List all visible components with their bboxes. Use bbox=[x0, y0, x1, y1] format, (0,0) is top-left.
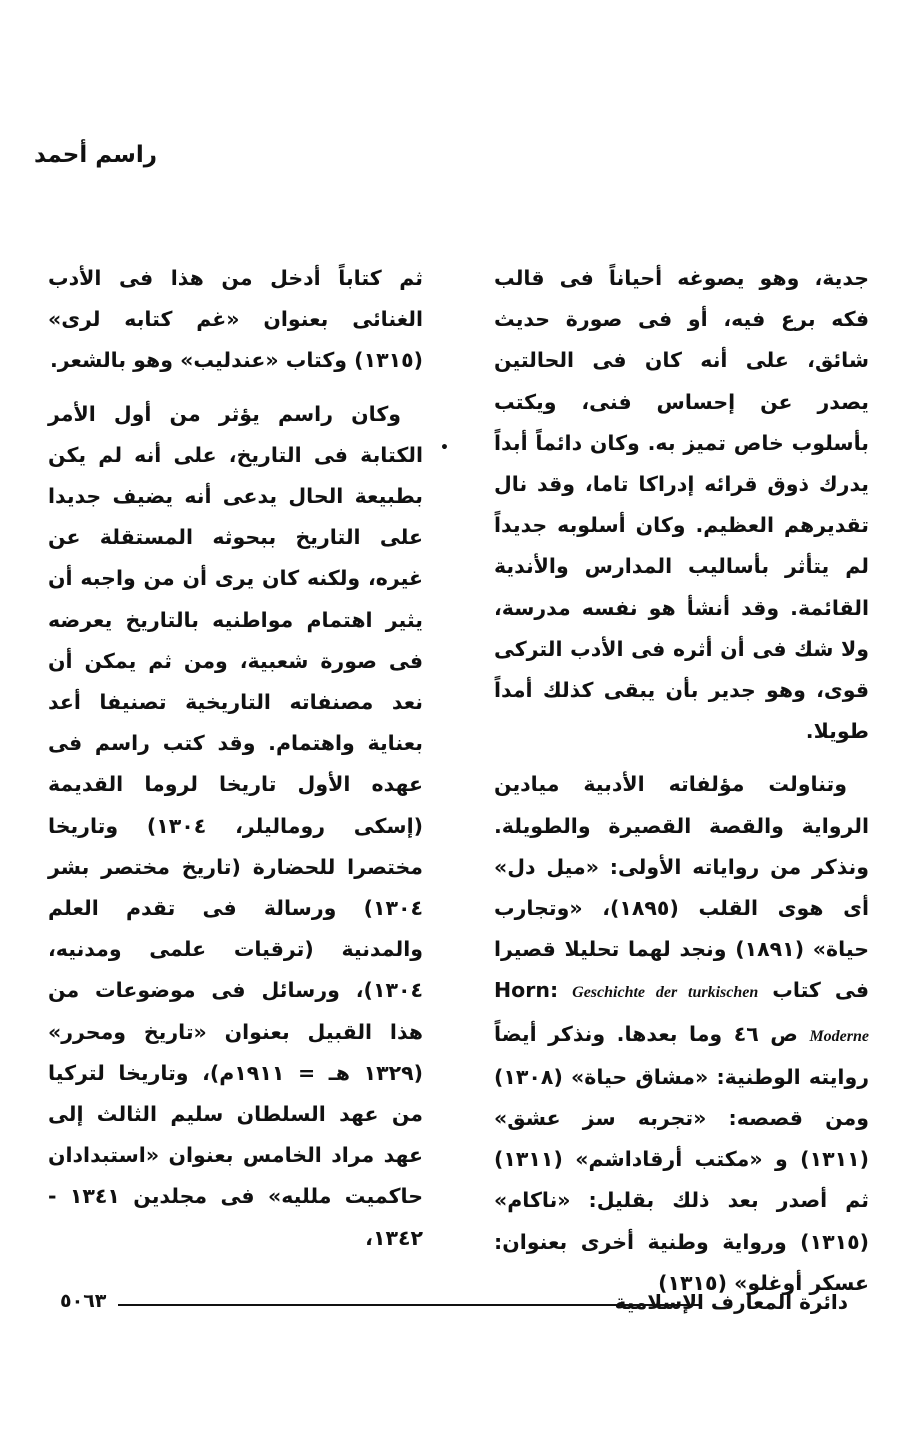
paragraph bbox=[494, 764, 869, 1304]
book-title: Geschichte der turkischen Moderne bbox=[572, 984, 869, 1045]
paragraph: ثم كتاباً أدخل من هذا فى الأدب الغنائى بعنوان «غم كتابه لرى» (١٣١٥) وكتاب «عندليب» وهو بالشعر. bbox=[48, 266, 423, 373]
right-text-column bbox=[494, 258, 869, 1304]
paragraph-text-tail: ص ٤٦ وما بعدها. ونذكر أيضاً روايته الوطنية: «مشاق حياة» (١٣٠٨) ومن قصصه: «تجربه سز عشق» (١٣١١) و «مكتب أرقاداشم» (١٣١١) ثم أصدر بعد ذلك بقليل: «ناكام» (١٣١٥) ورواية وطنية أخرى بعنوان: عسكر أوغلو» (١٣١٥) bbox=[494, 1021, 869, 1295]
column-mark: • bbox=[440, 440, 449, 456]
running-header-author: راسم أحمد bbox=[34, 142, 157, 168]
paragraph: وكان راسم يؤثر من أول الأمر الكتابة فى التاريخ، على أنه لم يكن بطبيعة الحال يدعى أنه يضيف جديدا على التاريخ ببحوثه المستقلة عن غيره، ولكنه كان يرى أن من واجبه أن يثير اهتمام مواطنيه بالتاريخ يعرضه فى صورة شعبية، ومن ثم يمكن أن نعد مصنفاته التاريخية تصنيفا أعد بعناية واهتمام. وقد كتب راسم فى عهده الأول تاريخا لروما القديمة (إسكى روماليلر، ١٣٠٤) وتاريخا مختصرا للحضارة (تاريخ مختصر بشر ١٣٠٤) ورسالة فى تقدم العلم والمدنية (ترقيات علمى ومدنيه، ١٣٠٤)، ورسائل فى موضوعات من هذا القبيل بعنوان «تاريخ ومحرر» (١٣٢٩ هـ = ١٩١١م)، وتاريخا لتركيا من عهد السلطان سليم الثالث إلى عهد مراد الخامس بعنوان «استبدادان حاكميت ملليه» فى مجلدين ١٣٤١ - ١٣٤٢، bbox=[48, 401, 423, 1250]
left-text-column bbox=[48, 258, 423, 1259]
footer-publication-title: دائرة المعارف الإسلامية bbox=[614, 1290, 848, 1314]
paragraph-text: وتناولت مؤلفاته الأدبية ميادين الرواية والقصة القصيرة والطويلة. ونذكر من رواياته الأولى: «ميل دل» أى هوى القلب (١٨٩٥)، «وتجارب حياة» (١٨٩١) ونجد لهما تحليلا قصيرا فى كتاب Horn: bbox=[494, 772, 869, 1003]
footer-page-number: ٥٠٦٣ bbox=[60, 1290, 107, 1312]
page-footer bbox=[60, 1290, 848, 1320]
paragraph: جدية، وهو يصوغه أحياناً فى قالب فكه برع فيه، أو فى صورة حديث شائق، على أنه كان فى الحالتين يصدر عن إحساس فنى، ويكتب بأسلوب خاص تميز به. وكان دائماً أبداً يدرك ذوق قرائه إدراكا تاما، وقد نال تقديرهم العظيم. وكان أسلوبه جديداً لم يتأثر بأساليب المدارس والأندية القائمة. وقد أنشأ هو نفسه مدرسة، ولا شك فى أن أثره فى الأدب التركى قوى، وهو جدير بأن يبقى كذلك أمداً طويلا. bbox=[494, 266, 869, 744]
footer-rule bbox=[118, 1304, 700, 1306]
